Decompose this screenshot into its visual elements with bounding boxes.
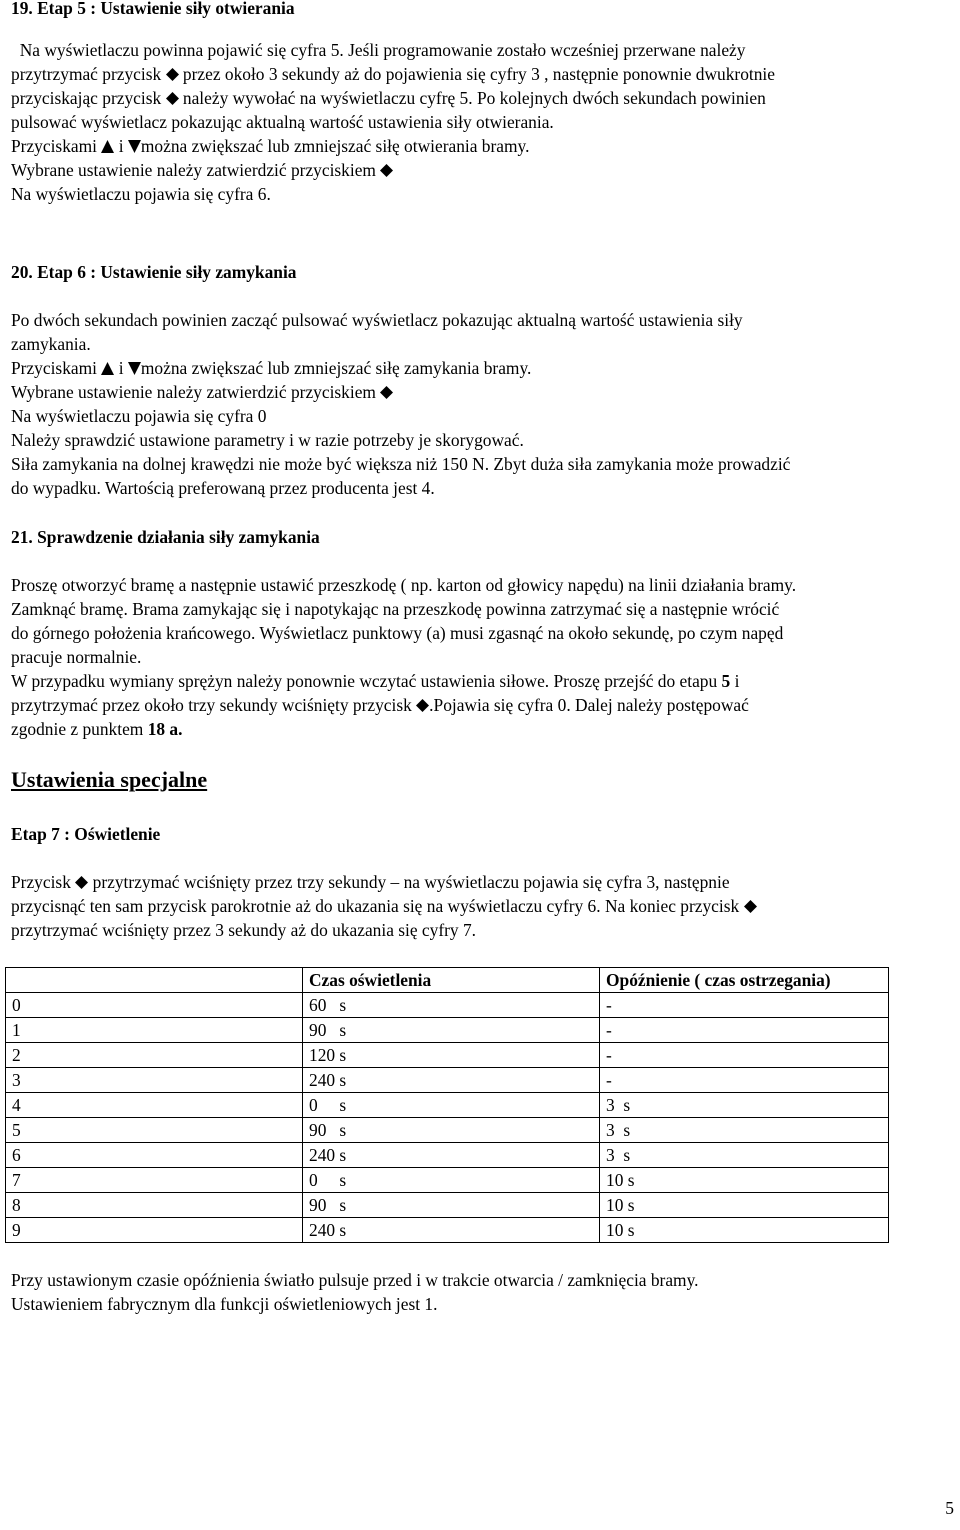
s19-line-2b: przez około 3 sekundy aż do pojawienia się cyfry 3 , następnie ponownie dwukrotnie [182,64,775,84]
s20-line-7: Siła zamykania na dolnej krawędzi nie może być większa niż 150 N. Zbyt duża siła zamykania może prowadzić [11,454,791,474]
sp-line-1a: Przycisk [11,872,71,892]
s21-line-5c: i [734,671,740,691]
section-19 [11,0,956,206]
s19-line-5c: można zwiększać lub zmniejszać siłę otwierania bramy. [140,136,530,156]
table-cell: - [600,1068,889,1093]
table-row [6,1018,889,1043]
table-cell: 10 s [600,1168,889,1193]
table-cell: 90 s [303,1193,600,1218]
table-cell: 7 [6,1168,303,1193]
table-header-row [6,968,889,993]
table-cell: - [600,1018,889,1043]
table-cell: 60 s [303,993,600,1018]
s19-line-5a: Przyciskami [11,136,97,156]
special-settings [11,766,956,942]
s19-line-6: Wybrane ustawienie należy zatwierdzić przyciskiem [11,160,376,180]
table-row [6,1043,889,1068]
section-21-number: 21. [11,527,33,547]
s19-line-3b: należy wywołać na wyświetlaczu cyfrę 5. Po kolejnych dwóch sekundach powinien [182,88,766,108]
s21-line-7a: zgodnie z punktem [11,719,144,739]
s21-line-2: Zamknąć bramę. Brama zamykając się i napotykając na przeszkodę powinna zatrzymać się a następnie wrócić [11,599,780,619]
table-cell: 0 [6,993,303,1018]
table-header-cell: Czas oświetlenia [303,968,600,993]
table-cell: 10 s [600,1218,889,1243]
footer-line-2: Ustawieniem fabrycznym dla funkcji oświetleniowych jest 1. [11,1294,438,1314]
s20-line-5: Na wyświetlaczu pojawia się cyfra 0 [11,406,267,426]
lighting-table [5,967,889,1243]
section-19-title: 19. Etap 5 : Ustawienie siły otwierania [11,0,295,18]
s21-line-6b: .Pojawia się cyfra 0. Dalej należy postępować [429,695,749,715]
table-cell: 10 s [600,1193,889,1218]
s20-line-3b: i [118,358,124,378]
table-cell: 5 [6,1118,303,1143]
table-cell: 3 s [600,1143,889,1168]
table-cell: 3 [6,1068,303,1093]
sp-line-1b: przytrzymać wciśnięty przez trzy sekundy – na wyświetlaczu pojawia się cyfra 3, następnie [92,872,730,892]
s21-line-1: Proszę otworzyć bramę a następnie ustawić przeszkodę ( np. karton od głowicy napędu) na linii działania bramy. [11,575,797,595]
table-header-cell: Opóźnienie ( czas ostrzegania) [600,968,889,993]
page-number: 5 [945,1498,954,1518]
table-cell: 8 [6,1193,303,1218]
table-cell: 240 s [303,1218,600,1243]
s20-line-2: zamykania. [11,334,91,354]
table-row [6,1168,889,1193]
sp-line-2a: przycisnąć ten sam przycisk parokrotnie aż do ukazania się na wyświetlaczu cyfry 6. Na koniec przycisk [11,896,740,916]
diamond-icon [75,876,88,889]
table-cell: 240 s [303,1143,600,1168]
s19-line-7: Na wyświetlaczu pojawia się cyfra 6. [11,184,271,204]
s19-line-2a: przytrzymać przycisk [11,64,162,84]
table-cell: - [600,1043,889,1068]
diamond-icon [380,164,393,177]
sp-line-3: przytrzymać wciśnięty przez 3 sekundy aż do ukazania się cyfry 7. [11,920,477,940]
section-21 [11,525,956,741]
table-cell: 3 s [600,1093,889,1118]
table-cell: 4 [6,1093,303,1118]
table-cell: 90 s [303,1018,600,1043]
s20-line-8: do wypadku. Wartością preferowaną przez producenta jest 4. [11,478,435,498]
s21-line-7b: 18 a. [147,719,183,739]
triangle-down-icon [128,140,141,153]
table-cell: 6 [6,1143,303,1168]
footer-line-1: Przy ustawionym czasie opóźnienia światło pulsuje przed i w trakcie otwarcia / zamknięcia bramy. [11,1270,699,1290]
section-21-title: Sprawdzenie działania siły zamykania [37,527,320,547]
triangle-up-icon [101,362,114,375]
table-cell: 1 [6,1018,303,1043]
table-row [6,1218,889,1243]
diamond-icon [744,900,757,913]
table-header-cell [6,968,303,993]
triangle-down-icon [128,362,141,375]
s19-line-1: Na wyświetlaczu powinna pojawić się cyfra 5. Jeśli programowanie zostało wcześniej przerwane należy [19,40,746,60]
footer-notes [11,1268,956,1316]
table-cell: 120 s [303,1043,600,1068]
table-cell: 240 s [303,1068,600,1093]
table-cell: 90 s [303,1118,600,1143]
table-cell: - [600,993,889,1018]
section-20-title: 20. Etap 6 : Ustawienie siły zamykania [11,262,297,282]
table-cell: 0 s [303,1168,600,1193]
s19-line-3a: przyciskając przycisk [11,88,162,108]
table-row [6,1143,889,1168]
table-cell: 0 s [303,1093,600,1118]
table-row [6,993,889,1018]
triangle-up-icon [101,140,114,153]
s19-line-4: pulsować wyświetlacz pokazując aktualną wartość ustawienia siły otwierania. [11,112,554,132]
diamond-icon [166,92,179,105]
s21-line-3: do górnego położenia krańcowego. Wyświetlacz punktowy (a) musi zgasnąć na około sekundę, po czym napęd [11,623,784,643]
table-row [6,1118,889,1143]
table-row [6,1193,889,1218]
stage-7-title: Etap 7 : Oświetlenie [11,824,161,844]
section-20 [11,260,956,500]
table-cell: 9 [6,1218,303,1243]
s21-line-5b: 5 [721,671,731,691]
s20-line-1: Po dwóch sekundach powinien zacząć pulsować wyświetlacz pokazując aktualną wartość ustawienia siły [11,310,743,330]
s20-line-3a: Przyciskami [11,358,97,378]
s20-line-6: Należy sprawdzić ustawione parametry i w razie potrzeby je skorygować. [11,430,524,450]
diamond-icon [166,68,179,81]
diamond-icon [416,699,429,712]
s21-line-5a: W przypadku wymiany sprężyn należy ponownie wczytać ustawienia siłowe. Proszę przejść do etapu [11,671,718,691]
s21-line-6a: przytrzymać przez około trzy sekundy wciśnięty przycisk [11,695,412,715]
special-heading: Ustawienia specjalne [11,767,208,792]
s20-line-3c: można zwiększać lub zmniejszać siłę zamykania bramy. [140,358,532,378]
s21-line-4: pracuje normalnie. [11,647,142,667]
diamond-icon [380,386,393,399]
s19-line-5b: i [118,136,124,156]
table-row [6,1093,889,1118]
table-cell: 2 [6,1043,303,1068]
table-cell: 3 s [600,1118,889,1143]
table-row [6,1068,889,1093]
s20-line-4: Wybrane ustawienie należy zatwierdzić przyciskiem [11,382,376,402]
